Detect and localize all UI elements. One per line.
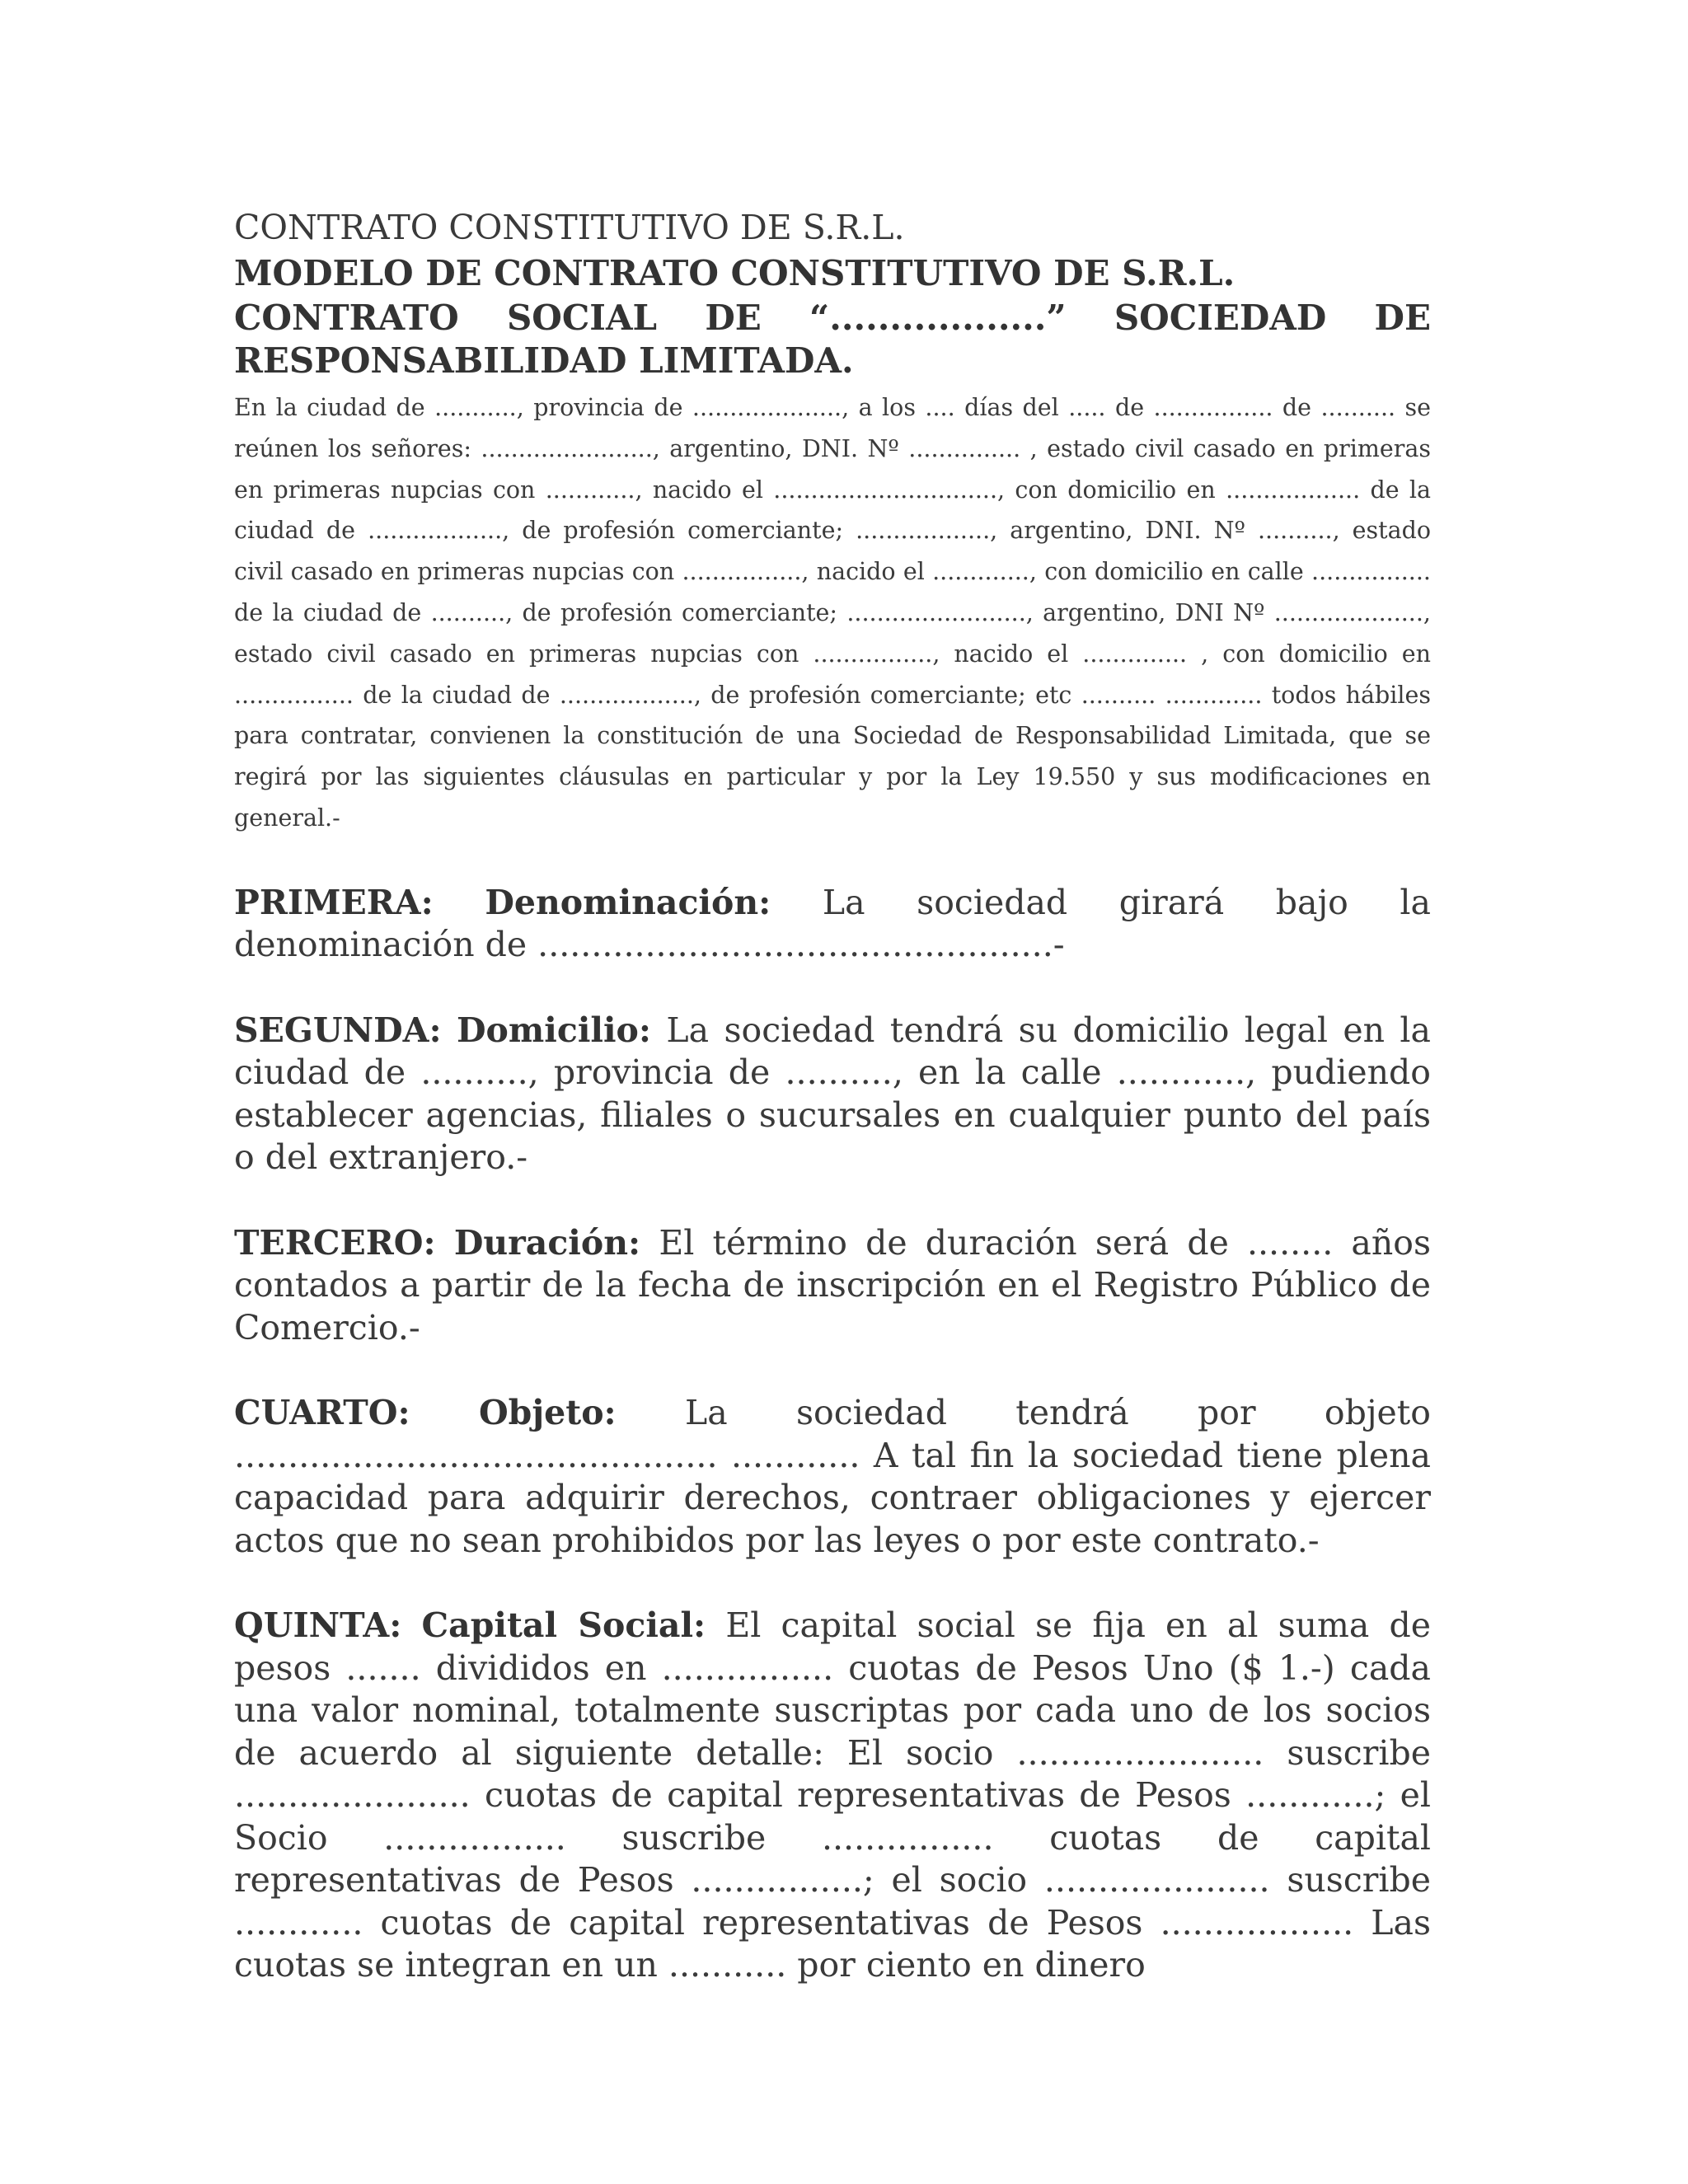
document-title [234, 252, 1431, 382]
document-heading: CONTRATO CONSTITUTIVO DE S.R.L. [234, 208, 905, 247]
clause-segunda [234, 1010, 1431, 1179]
clause-cuarto-text: ............................................. ............ A tal fin la sociedad tiene plena capacidad para adquirir derechos, contraer obligaciones y ejercer actos que no sean prohibidos por las leyes o por este contrato.- [234, 1435, 1431, 1560]
clause-primera-number: PRIMERA: [234, 882, 434, 922]
clause-cuarto-first-line [234, 1392, 1431, 1435]
clause-primera [234, 882, 1431, 967]
clause-quinta-text: El capital social se fija en al suma de pesos ....... divididos en ................ cuotas de Pesos Uno ($ 1.-) cada una valor nominal, totalmente suscriptas por cada uno de los socios de acuerdo al siguiente detalle: El socio ....................... suscribe ...................... cuotas de capital representativas de Pesos ............; el Socio ................. suscribe ................ cuotas de capital representativas de Pesos ................; el socio ..................... suscribe ............ cuotas de capital representativas de Pesos .................. Las cuotas se integran en un ........... por ciento en dinero [234, 1605, 1431, 1985]
clause-primera-text: La sociedad girará bajo la denominación de ................................................- [234, 882, 1431, 965]
clause-tercero-heading: Duración: [453, 1222, 641, 1263]
clause-primera-heading: Denominación: [485, 882, 771, 922]
title-line-1: MODELO DE CONTRATO CONSTITUTIVO DE S.R.L. [234, 253, 1236, 293]
clause-tercero [234, 1222, 1431, 1350]
clause-cuarto [234, 1392, 1431, 1562]
clause-quinta-number: QUINTA: [234, 1605, 402, 1646]
clause-quinta-heading: Capital Social: [421, 1605, 706, 1646]
clause-quinta [234, 1605, 1431, 1987]
clause-segunda-text: La sociedad tendrá su domicilio legal en la ciudad de .........., provincia de .........., en la calle ............, pudiendo establecer agencias, filiales o sucursales en cualquier punto del país o del extranjero.- [234, 1010, 1431, 1178]
clause-cuarto-text-first: La sociedad tendrá por objeto [685, 1393, 1431, 1433]
clause-tercero-text: El término de duración será de ........ años contados a partir de la fecha de inscripción en el Registro Público de Comercio.- [234, 1222, 1431, 1347]
clause-segunda-heading: Domicilio: [457, 1010, 652, 1050]
document-page [234, 204, 1431, 1987]
intro-paragraph: En la ciudad de ..........., provincia de ...................., a los .... días del ..... de ................ de .......... se reúnen los señores: ......................., argentino, DNI. Nº ............... , estado civil casado en primeras en primeras nupcias con ............, nacido el .............................., con domicilio en .................. de la ciudad de .................., de profesión comerciante; .................., argentino, DNI. Nº .........., estado civil casado en primeras nupcias con ................, nacido el ............., con domicilio en calle ................ de la ciudad de .........., de profesión comerciante; ........................, argentino, DNI Nº ...................., estado civil casado en primeras nupcias con ................, nacido el .............. , con domicilio en ................ de la ciudad de .................., de profesión comerciante; etc .......... ............. todos hábiles para contratar, convienen la constitución de una Sociedad de Responsabilidad Limitada, que se regirá por las siguientes cláusulas en particular y por la Ley 19.550 y sus modificaciones en general.- [234, 394, 1431, 832]
clause-cuarto-heading: Objeto: [478, 1393, 617, 1433]
title-line-3: RESPONSABILIDAD LIMITADA. [234, 340, 854, 381]
title-line-2: CONTRATO SOCIAL DE “..................” SOCIEDAD DE [234, 298, 1431, 338]
clause-cuarto-number: CUARTO: [234, 1393, 410, 1433]
clause-segunda-number: SEGUNDA: [234, 1010, 442, 1050]
clause-tercero-number: TERCERO: [234, 1222, 436, 1263]
